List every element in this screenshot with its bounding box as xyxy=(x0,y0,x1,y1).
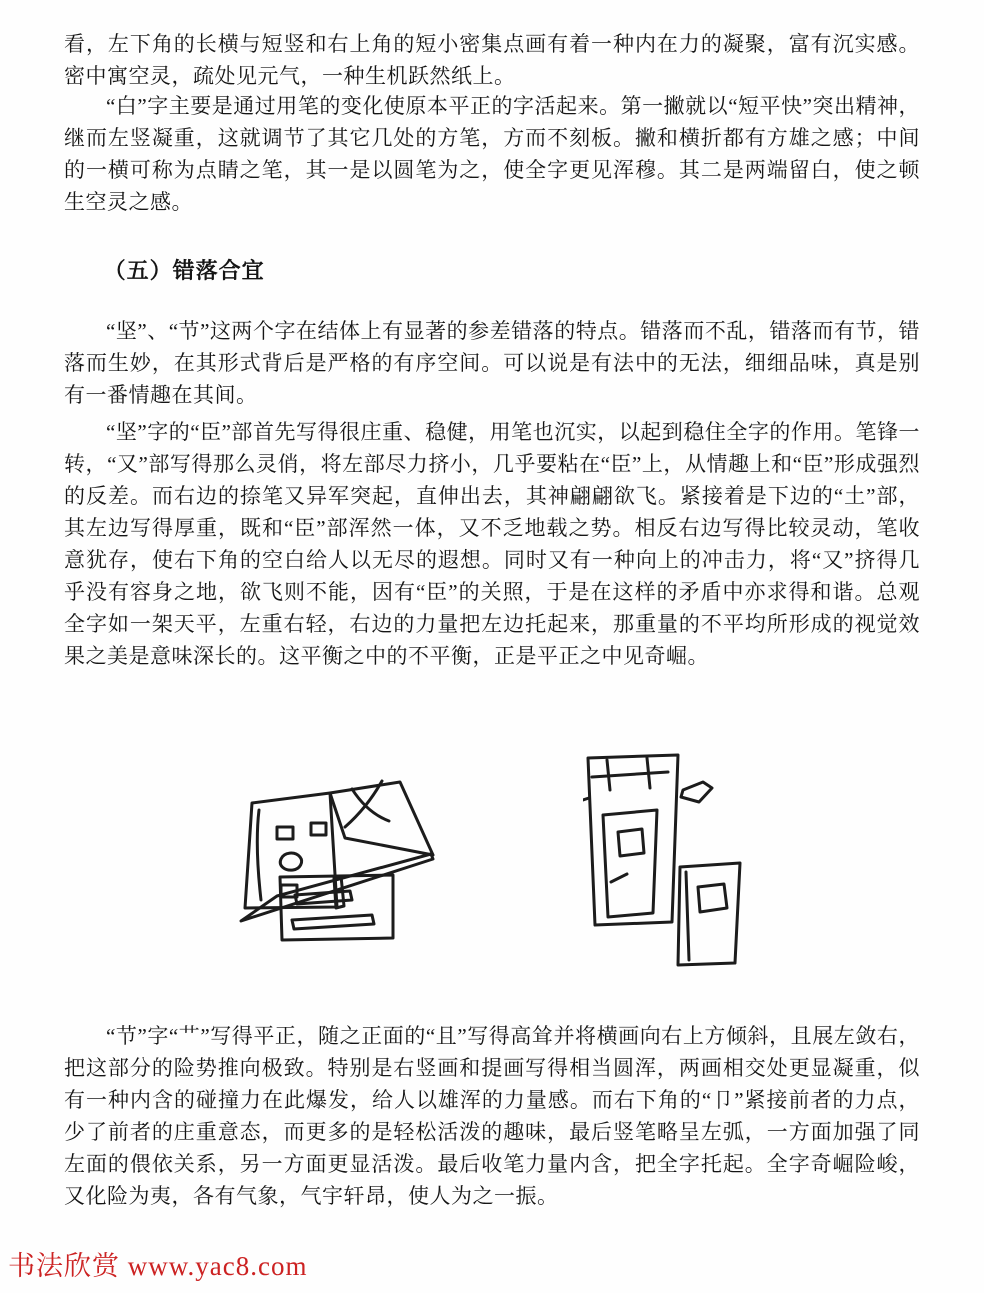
jie-outline-drawing xyxy=(583,752,748,967)
body-paragraph: 看，左下角的长横与短竖和右上角的短小密集点画有着一种内在力的凝聚，富有沉实感。密中寓空灵，疏处见元气，一种生机跃然纸上。 xyxy=(64,32,920,88)
section-heading: （五）错落合宜 xyxy=(103,258,265,283)
body-paragraph: “坚”、“节”这两个字在结体上有显著的参差错落的特点。错落而不乱，错落而有节，错落而生妙，在其形式背后是严格的有序空间。可以说是有法中的无法，细细品味，真是别有一番情趣在其间。 xyxy=(64,319,920,407)
figure-sketch-jie xyxy=(583,752,748,967)
body-paragraph: “坚”字的“臣”部首先写得很庄重、稳健，用笔也沉实，以起到稳住全字的作用。笔锋一转，“又”部写得那么灵俏，将左部尽力挤小，几乎要粘在“臣”上，从情趣上和“臣”形成强烈的反差。而右边的捺笔又异军突起，直伸出去，其神翩翩欲飞。紧接着是下边的“土”部，其左边写得厚重，既和“臣”部浑然一体，又不乏地载之势。相反右边写得比较灵动，笔收意犹存，使右下角的空白给人以无尽的遐想。同时又有一种向上的冲击力，将“又”挤得几乎没有容身之地，欲飞则不能，因有“臣”的关照，于是在这样的矛盾中亦求得和谐。总观全字如一架天平，左重右轻，右边的力量把左边托起来，那重量的不平均所形成的视觉效果之美是意味深长的。这平衡之中的不平衡，正是平正之中见奇崛。 xyxy=(64,420,920,668)
body-paragraph: “节”字“艹”写得平正，随之正面的“且”写得高耸并将横画向右上方倾斜，且展左敛右，把这部分的险势推向极致。特别是右竖画和提画写得相当圆浑，两画相交处更显凝重，似有一种内含的碰撞力在此爆发，给人以雄浑的力量感。而右下角的“卩”紧接前者的力点，少了前者的庄重意态，而更多的是轻松活泼的趣味，最后竖笔略呈左弧，一方面加强了同左面的偎依关系，另一方面更显活泼。最后收笔力量内含，把全字托起。全字奇崛险峻，又化险为夷，各有气象，气宇轩昂，使人为之一振。 xyxy=(64,1024,920,1208)
figure-sketch-jian xyxy=(237,775,437,947)
watermark: 书法欣赏 www.yac8.com xyxy=(8,1251,308,1281)
body-paragraph: “白”字主要是通过用笔的变化使原本平正的字活起来。第一撇就以“短平快”突出精神，继而左竖凝重，这就调节了其它几处的方笔，方而不刻板。撇和横折都有方雄之感；中间的一横可称为点睛之笔，其一是以圆笔为之，使全字更见浑穆。其二是两端留白，使之顿生空灵之感。 xyxy=(64,94,920,214)
jian-outline-drawing xyxy=(237,775,437,947)
